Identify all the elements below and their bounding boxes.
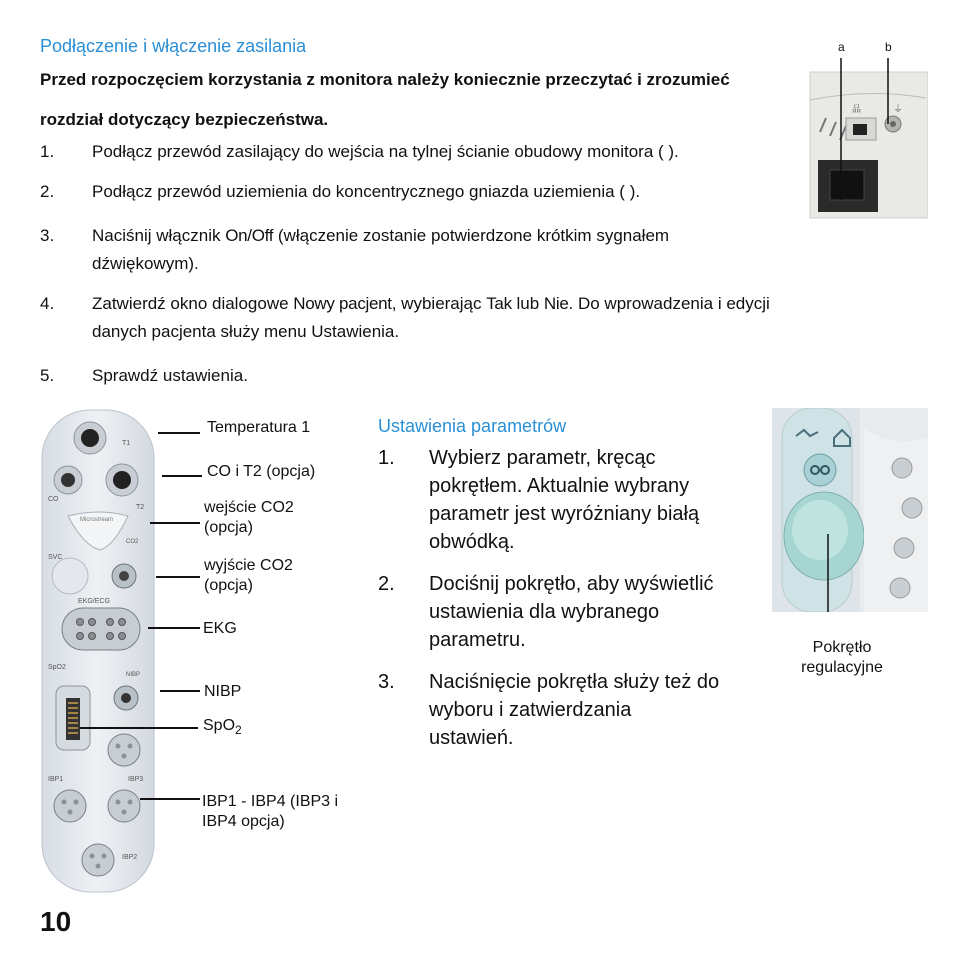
callout-co2-in-line2: (opcja): [204, 519, 253, 536]
step-text-cont: danych pacjenta służy menu Ustawienia.: [92, 322, 400, 341]
callout-co2-out-line1: wyjście CO2: [204, 557, 293, 574]
step-text: Podłącz przewód uziemienia do koncentrycznego gniazda uziemienia ( ).: [92, 182, 641, 201]
connector-panel-photo: [40, 408, 156, 894]
knob-illustration: [772, 408, 928, 612]
knob-photo: [772, 408, 928, 612]
callout-line-ibp: [140, 798, 200, 800]
panel-label-ibp3: IBP3: [128, 776, 144, 783]
step-text: Naciśnięcie pokrętła służy też do wyboru i zatwierdzania ustawień.: [429, 671, 720, 749]
callout-co2-out-line2: (opcja): [204, 577, 253, 594]
panel-label-co: CO: [48, 496, 59, 503]
section-title-power: Podłączenie i włączenie zasilania: [40, 36, 307, 56]
step-text: Zatwierdź okno dialogowe Nowy pacjent, wybierając Tak lub Nie. Do wprowadzenia i edycji: [92, 294, 770, 313]
callout-nibp: NIBP: [204, 683, 242, 700]
warning-line-2: rozdział dotyczący bezpieczeństwa.: [40, 110, 329, 129]
step-text-cont: dźwiękowym).: [92, 254, 199, 273]
label-a: a: [838, 40, 845, 54]
page-number: 10: [40, 906, 72, 937]
on-off-term: On/Off: [225, 226, 274, 245]
callout-ekg: EKG: [203, 620, 237, 637]
callout-ibp: [202, 792, 338, 832]
step-number: 5.: [40, 366, 55, 385]
param-step-2: [378, 570, 768, 654]
step-2: [40, 178, 800, 206]
callout-line-co2-in: [150, 522, 200, 524]
knob-caption: [772, 638, 912, 678]
step-text: Podłącz przewód zasilający do wejścia na tylnej ścianie obudowy monitora ( ).: [92, 142, 679, 161]
callout-line-nibp: [160, 690, 200, 692]
back-panel-illustration: [808, 40, 928, 220]
callout-line-temp1: [158, 432, 200, 434]
callout-spo2-sub: 2: [235, 723, 242, 738]
callout-ibp-line2: IBP4 opcja): [202, 813, 285, 830]
callout-line-co2-out: [156, 576, 200, 578]
step-5: [40, 362, 800, 390]
panel-label-ibp2: IBP2: [122, 854, 138, 861]
callout-co2-in-line1: wejście CO2: [204, 499, 294, 516]
step-number: 1.: [378, 447, 395, 469]
step-3: [40, 222, 810, 278]
callout-spo2: [203, 716, 242, 740]
knob-caption-line2: regulacyjne: [801, 659, 883, 676]
panel-label-nibp: NIBP: [126, 672, 141, 678]
step-4: [40, 290, 930, 346]
label-b: b: [885, 40, 892, 54]
step-text: Wybierz parametr, kręcąc pokrętłem. Aktualnie wybrany parametr jest wyróżniany białą obwódką.: [429, 447, 700, 553]
callout-co2-in: [204, 498, 294, 538]
param-step-1: [378, 444, 768, 556]
warning-line-1: Przed rozpoczęciem korzystania z monitora należy koniecznie przeczytać i zrozumieć: [40, 70, 730, 89]
panel-label-spo2: SpO2: [48, 664, 66, 671]
panel-label-svc: SVC: [48, 554, 63, 561]
knob-caption-line1: Pokrętło: [812, 639, 872, 656]
callout-line-co-t2: [162, 475, 202, 477]
step-number: 3.: [40, 226, 55, 245]
svg-text:品: 品: [852, 105, 862, 115]
step-number: 2.: [40, 182, 55, 201]
step-text: Dociśnij pokrętło, aby wyświetlić ustawienia dla wybranego parametru.: [429, 573, 714, 651]
step-text: Naciśnij włącznik On/Off (włączenie zostanie potwierdzone krótkim sygnałem: [92, 226, 670, 245]
step-number: 4.: [40, 294, 55, 313]
panel-label-t2: T2: [136, 504, 145, 511]
callout-line-ekg: [148, 627, 200, 629]
callout-co2-out: [204, 556, 293, 596]
back-panel-photo: [808, 40, 928, 220]
panel-label-co2: CO2: [126, 539, 139, 545]
param-step-3: [378, 668, 768, 752]
panel-label-t1: T1: [122, 440, 131, 447]
section-title-parameters: Ustawienia parametrów: [378, 416, 567, 436]
callout-line-spo2: [80, 727, 198, 729]
callout-ibp-line1: IBP1 - IBP4 (IBP3 i: [202, 793, 339, 810]
panel-label-ibp1: IBP1: [48, 776, 64, 783]
step-number: 2.: [378, 573, 395, 595]
panel-label-ekg: EKG/ECG: [78, 598, 110, 605]
step-1: [40, 138, 800, 166]
callout-spo2-main: SpO: [203, 717, 236, 734]
step-number: 1.: [40, 142, 55, 161]
connector-panel-illustration: [40, 408, 156, 894]
callout-co-t2: CO i T2 (opcja): [207, 463, 316, 480]
step-text: Sprawdź ustawienia.: [92, 366, 248, 385]
panel-label-microstream: Microstream: [80, 517, 114, 523]
step-number: 3.: [378, 671, 395, 693]
svg-text:⏚: ⏚: [893, 104, 903, 115]
callout-temp1: Temperatura 1: [207, 419, 311, 436]
